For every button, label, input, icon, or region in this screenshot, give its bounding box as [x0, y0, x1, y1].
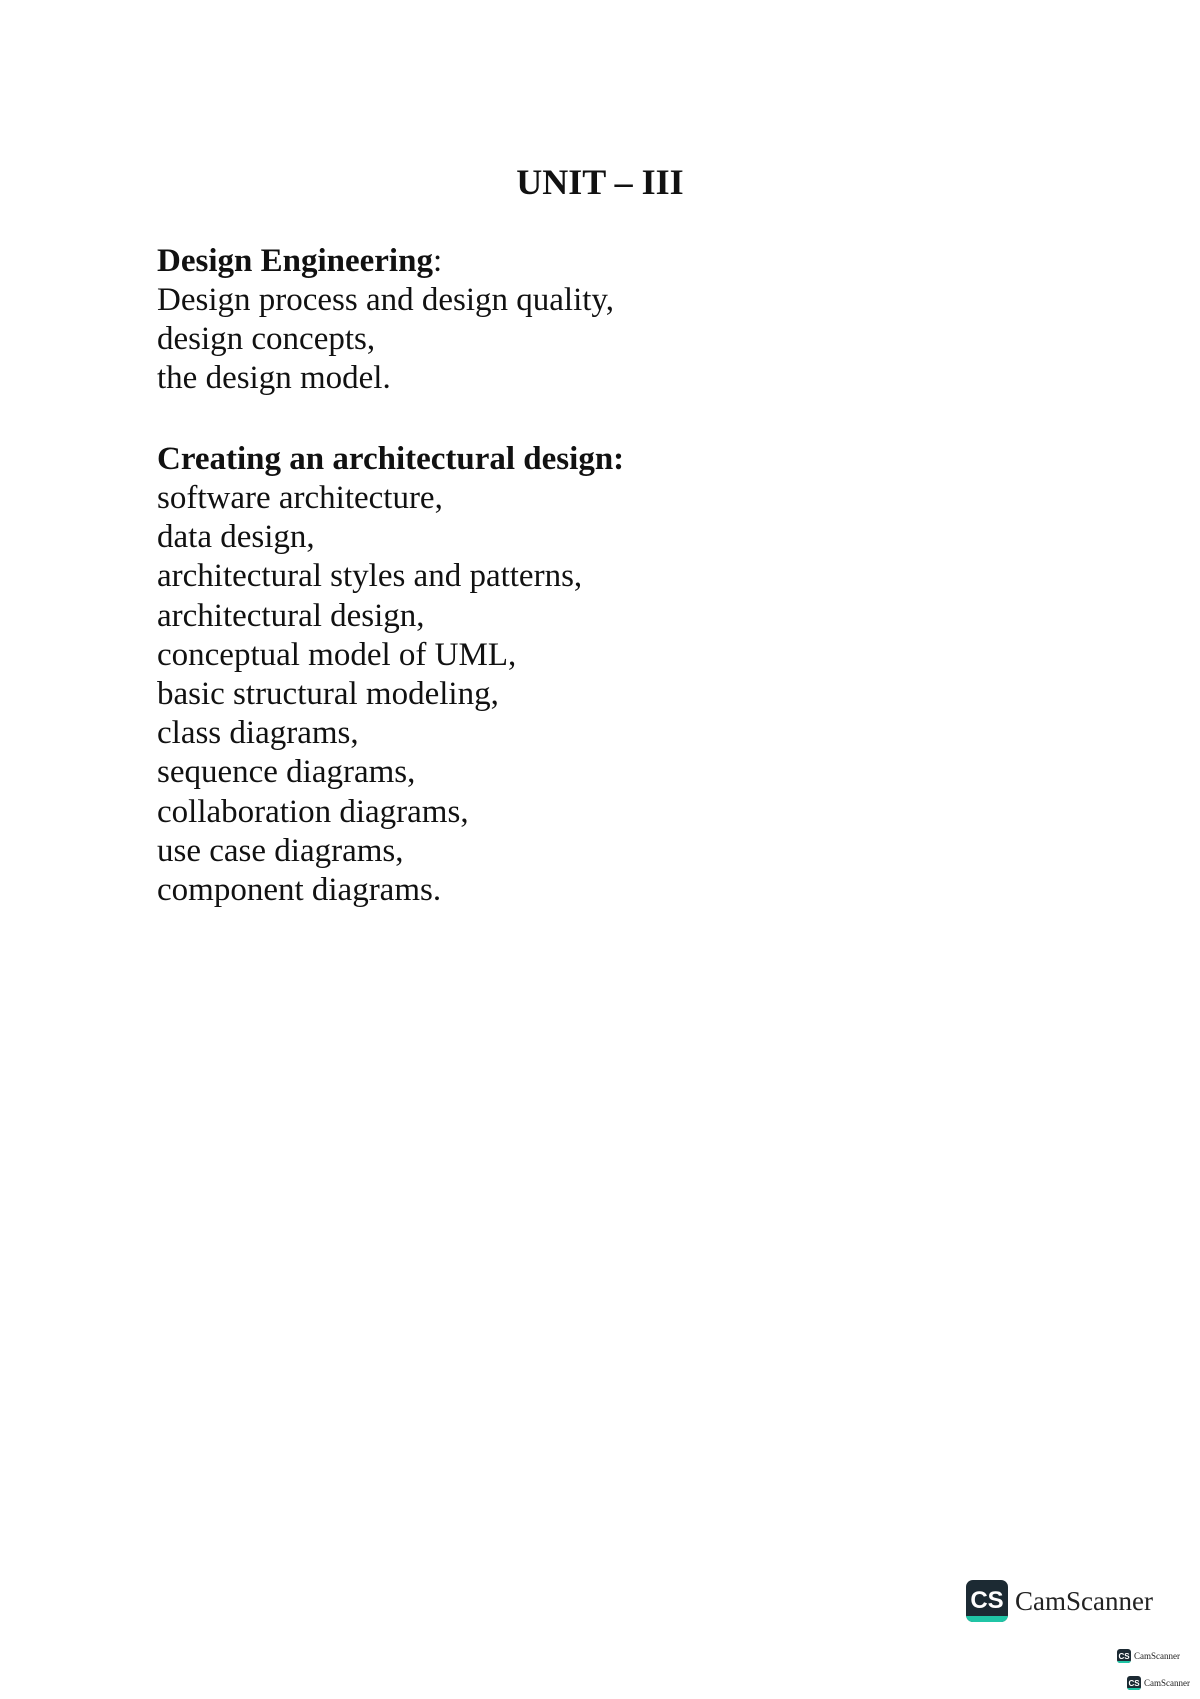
list-item: architectural styles and patterns,: [157, 558, 583, 595]
list-item: collaboration diagrams,: [157, 793, 469, 830]
section-heading-colon: :: [432, 243, 443, 279]
list-item: class diagrams,: [157, 715, 359, 752]
camscanner-logo-icon: CS: [966, 1580, 1008, 1622]
camscanner-name: CamScanner: [1144, 1678, 1190, 1688]
topic-list: [157, 479, 624, 910]
camscanner-name: CamScanner: [1134, 1651, 1180, 1661]
section-heading: [157, 440, 624, 479]
camscanner-watermark: [966, 1580, 1153, 1622]
section-design-engineering: [157, 242, 614, 399]
list-item: software architecture,: [157, 480, 443, 516]
section-heading: [157, 242, 614, 281]
camscanner-watermark-small: [1127, 1676, 1190, 1690]
list-item: data design,: [157, 519, 315, 556]
list-item: use case diagrams,: [157, 832, 404, 869]
list-item: conceptual model of UML,: [157, 636, 517, 673]
list-item: the design model.: [157, 360, 391, 397]
topic-list: [157, 281, 614, 399]
list-item: architectural design,: [157, 597, 425, 634]
list-item: basic structural modeling,: [157, 676, 499, 713]
camscanner-logo-icon: CS: [1117, 1649, 1131, 1663]
camscanner-watermark-small: [1117, 1649, 1180, 1663]
section-heading-text: Creating an architectural design:: [157, 441, 625, 477]
list-item: sequence diagrams,: [157, 754, 416, 791]
page-title-text: UNIT – III: [516, 162, 684, 202]
list-item: design concepts,: [157, 321, 376, 358]
section-heading-text: Design Engineering: [157, 243, 433, 279]
list-item: Design process and design quality,: [157, 282, 615, 318]
camscanner-name: CamScanner: [1015, 1585, 1153, 1616]
camscanner-logo-icon: CS: [1127, 1676, 1141, 1690]
page-title: [0, 160, 1200, 204]
section-architectural-design: [157, 440, 624, 910]
list-item: component diagrams.: [157, 872, 442, 909]
